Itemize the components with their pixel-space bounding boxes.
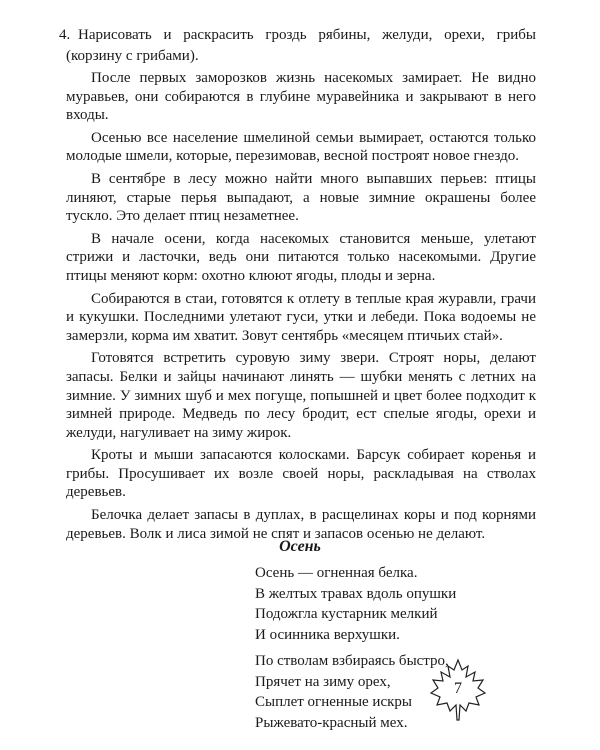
poem-stanza-1 — [255, 563, 515, 645]
poem-line: По стволам взбираясь быстро, — [255, 653, 449, 669]
paragraph-squirrel: Белочка делает запасы в дуплах, в расщелинах коры и под корнями деревьев. Волк и лиса зимой не спят и запасов осенью не делают. — [66, 507, 536, 542]
poem-line: И осинника верхушки. — [255, 626, 400, 643]
poem-line: Рыжевато-красный мех. — [255, 714, 408, 731]
paragraph-insects: После первых заморозков жизнь насекомых замирает. Не видно муравьев, они собираются в глубине муравейника и закрывают в него входы. — [66, 70, 536, 124]
paragraph-swallows: В начале осени, когда насекомых становится меньше, улетают стрижи и ласточки, ведь они питаются только насекомыми. Другие птицы меняют корм: охотно клюют ягоды, плоды и зерна. — [66, 230, 536, 284]
paragraph-feathers: В сентябре в лесу можно найти много выпавших перьев: птицы линяют, старые перья выпадают, а новые зимние окрашены более тускло. Это делает птиц незаметнее. — [66, 170, 536, 225]
paragraph-moles: Кроты и мыши запасаются колосками. Барсук собирает коренья и грибы. Просушивает их возле своей норы, раскладывая на стволах деревьев. — [66, 447, 536, 501]
paragraph-bumblebees: Осенью все население шмелиной семьи вымирает, остаются только молодые шмели, которые, перезимовав, весной построят новое гнездо. — [66, 129, 536, 165]
poem-title: Осень — [279, 538, 321, 555]
task-text: Нарисовать и раскрасить гроздь рябины, желуди, орехи, грибы (корзину с грибами). — [66, 27, 536, 64]
task-item — [59, 25, 536, 67]
paragraph-beasts: Готовятся встретить суровую зиму звери. Строят норы, делают запасы. Белки и зайцы начинают линять — шубки менять с летних на зимние. У зимних шуб и мех погуще, попышней и цвет более подходит к зимней природе. Медведь по лесу бродит, ест спелые ягоды, орехи и желуди, нагуливает на зиму жирок. — [66, 350, 536, 441]
body-text — [66, 69, 536, 547]
paragraph-flocks: Собираются в стаи, готовятся к отлету в теплые края журавли, грачи и кукушки. Последними улетают гуси, утки и лебеди. Пока водоемы не замерзли, корма им хватит. Зовут сентябрь «месяцем птичьих стай». — [66, 290, 536, 344]
task-number: 4. — [59, 27, 71, 43]
poem-line: Подожгла кустарник мелкий — [255, 606, 438, 622]
page-number: 7 — [454, 680, 462, 697]
poem-line: Осень — огненная белка. — [255, 565, 418, 581]
poem-line: В желтых травах вдоль опушки — [255, 585, 457, 602]
poem-line: Прячет на зиму орех, — [255, 673, 391, 690]
poem-line: Сыплет огненные искры — [255, 694, 412, 710]
